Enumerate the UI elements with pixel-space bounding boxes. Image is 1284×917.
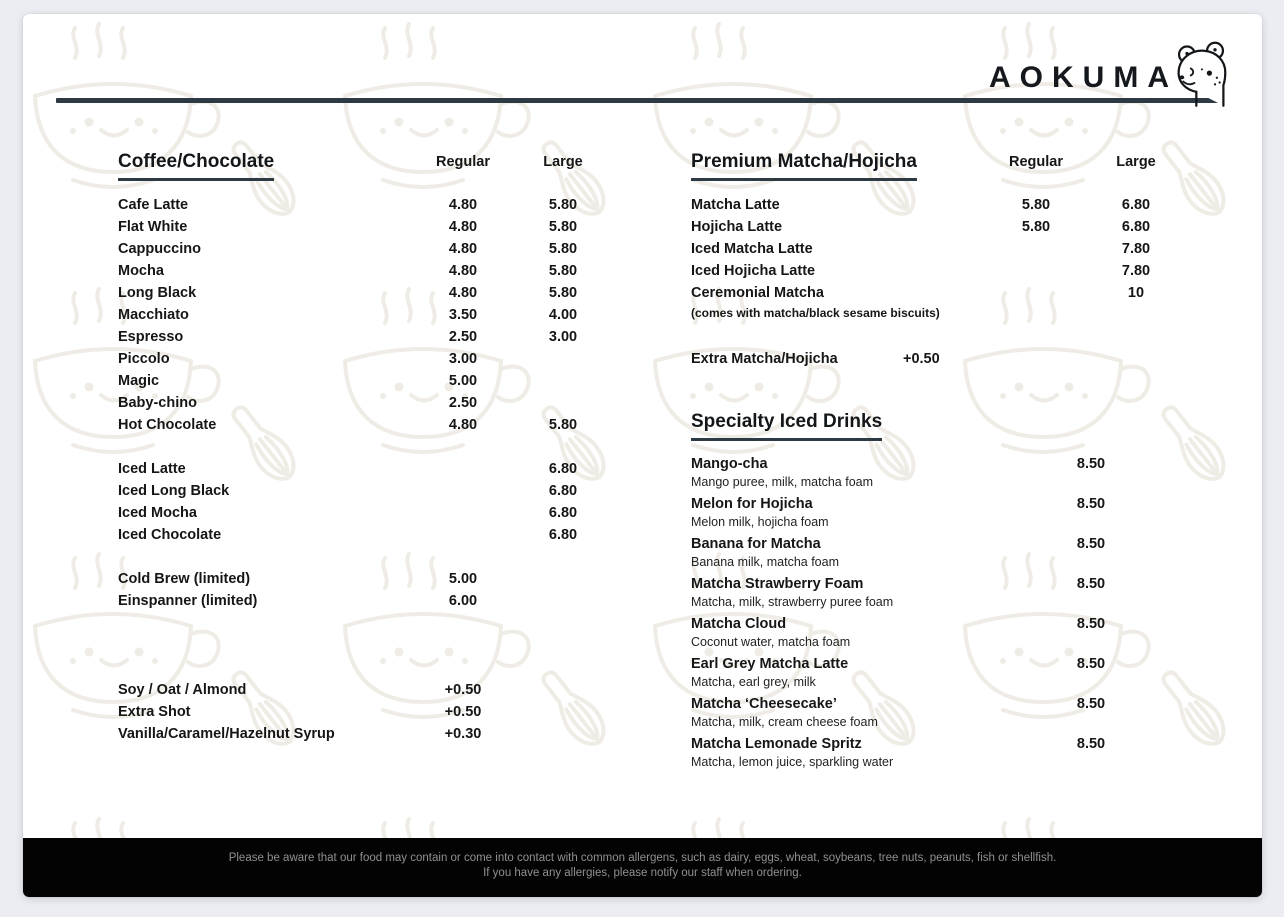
allergen-line-2: If you have any allergies, please notify our staff when ordering. — [483, 867, 802, 879]
specialty-item — [691, 654, 1181, 693]
menu-row — [118, 568, 608, 590]
menu-row — [118, 348, 608, 370]
item-name: Iced Long Black — [118, 483, 230, 499]
item-description: Melon milk, hojicha foam — [691, 515, 829, 529]
price-regular: 3.50 — [448, 307, 478, 323]
matcha-section-header — [691, 152, 1181, 181]
specialty-item — [691, 734, 1181, 773]
menu-row — [118, 723, 608, 745]
specialty-item — [691, 614, 1181, 653]
price-large: 6.80 — [1121, 197, 1151, 213]
price-regular: 4.80 — [448, 285, 478, 301]
price-regular: 4.80 — [448, 417, 478, 433]
menu-page — [23, 14, 1262, 897]
coffee-section-title: Coffee/Chocolate — [118, 152, 408, 181]
item-description: Matcha, earl grey, milk — [691, 675, 816, 689]
price-large: 3.00 — [548, 329, 578, 345]
price: 8.50 — [1076, 456, 1106, 472]
menu-row — [118, 458, 608, 480]
allergen-footer — [23, 838, 1262, 897]
price-regular: 6.00 — [448, 593, 478, 609]
bear-icon — [1173, 40, 1229, 110]
item-description: Matcha, milk, cream cheese foam — [691, 715, 878, 729]
price: 8.50 — [1076, 656, 1106, 672]
specialty-item — [691, 694, 1181, 733]
coffee-section-header — [118, 152, 608, 181]
item-name: Matcha Latte — [691, 197, 780, 213]
price-regular: 3.00 — [448, 351, 478, 367]
menu-row — [691, 238, 1181, 260]
item-description: Coconut water, matcha foam — [691, 635, 851, 649]
item-description: Mango puree, milk, matcha foam — [691, 475, 874, 489]
menu-row — [118, 392, 608, 414]
ceremonial-matcha-note: (comes with matcha/black sesame biscuits) — [691, 306, 940, 320]
price-large: 5.80 — [548, 219, 578, 235]
allergen-line-1: Please be aware that our food may contain or come into contact with common allergens, such as dairy, eggs, wheat, soybeans, tree nuts, peanuts, fish or shellfish. — [228, 852, 1057, 864]
price-large: 5.80 — [548, 417, 578, 433]
menu-row — [118, 260, 608, 282]
item-name: Extra Matcha/Hojicha — [691, 351, 838, 367]
price-regular: 5.00 — [448, 373, 478, 389]
item-description: Banana milk, matcha foam — [691, 555, 839, 569]
price-addon: +0.50 — [903, 351, 940, 367]
item-description: Matcha, milk, strawberry puree foam — [691, 595, 894, 609]
menu-row — [691, 260, 1181, 282]
price: 8.50 — [1076, 616, 1106, 632]
specialty-item — [691, 494, 1181, 533]
column-header-regular: Regular — [436, 154, 490, 170]
item-name: Soy / Oat / Almond — [118, 682, 247, 698]
price-large: 7.80 — [1121, 241, 1151, 257]
specialty-section-title: Specialty Iced Drinks — [691, 412, 1181, 441]
item-name: Iced Chocolate — [118, 527, 222, 543]
price-large: 6.80 — [548, 505, 578, 521]
section-coffee-chocolate — [118, 152, 608, 745]
item-name: Banana for Matcha — [691, 536, 821, 552]
price-regular: 4.80 — [448, 263, 478, 279]
price-regular: 5.80 — [1021, 219, 1051, 235]
item-name: Flat White — [118, 219, 188, 235]
item-name: Long Black — [118, 285, 197, 301]
price-regular: 4.80 — [448, 241, 478, 257]
price-regular: 5.80 — [1021, 197, 1051, 213]
item-name: Vanilla/Caramel/Hazelnut Syrup — [118, 726, 335, 742]
specialty-item — [691, 574, 1181, 613]
price-regular: 4.80 — [448, 219, 478, 235]
price-large: 6.80 — [548, 527, 578, 543]
item-name: Extra Shot — [118, 704, 191, 720]
item-name: Einspanner (limited) — [118, 593, 258, 609]
item-name: Cold Brew (limited) — [118, 571, 251, 587]
price: 8.50 — [1076, 696, 1106, 712]
price-regular: +0.50 — [444, 704, 482, 720]
header-divider — [56, 98, 1222, 103]
price-large: 4.00 — [548, 307, 578, 323]
menu-row — [118, 701, 608, 723]
menu-row — [118, 590, 608, 612]
section-premium-matcha — [691, 152, 1181, 774]
column-header-large: Large — [543, 154, 583, 170]
item-name: Iced Mocha — [118, 505, 197, 521]
price-regular: 2.50 — [448, 329, 478, 345]
item-name: Espresso — [118, 329, 184, 345]
item-name: Earl Grey Matcha Latte — [691, 656, 849, 672]
item-name: Cappuccino — [118, 241, 201, 257]
item-name: Iced Matcha Latte — [691, 241, 813, 257]
price-regular: 5.00 — [448, 571, 478, 587]
item-name: Mocha — [118, 263, 164, 279]
matcha-section-title: Premium Matcha/Hojicha — [691, 152, 981, 181]
price-regular: +0.50 — [444, 682, 482, 698]
menu-row — [691, 194, 1181, 216]
menu-row — [691, 282, 1181, 304]
price-large: 5.80 — [548, 263, 578, 279]
price-regular: 4.80 — [448, 197, 478, 213]
item-name: Iced Latte — [118, 461, 186, 477]
price: 8.50 — [1076, 536, 1106, 552]
specialty-section-header — [691, 412, 1181, 441]
item-name: Melon for Hojicha — [691, 496, 813, 512]
item-name: Hojicha Latte — [691, 219, 783, 235]
price-large: 6.80 — [548, 483, 578, 499]
item-name: Hot Chocolate — [118, 417, 217, 433]
item-name: Matcha Cloud — [691, 616, 787, 632]
column-header-regular: Regular — [1009, 154, 1063, 170]
item-name: Iced Hojicha Latte — [691, 263, 816, 279]
menu-row — [118, 216, 608, 238]
price-large: 5.80 — [548, 285, 578, 301]
item-name: Macchiato — [118, 307, 189, 323]
item-description: Matcha, lemon juice, sparkling water — [691, 755, 894, 769]
price-large: 6.80 — [548, 461, 578, 477]
price-large: 5.80 — [548, 241, 578, 257]
specialty-item — [691, 534, 1181, 573]
item-name: Matcha Strawberry Foam — [691, 576, 864, 592]
item-name: Matcha ‘Cheesecake’ — [691, 696, 837, 712]
item-name: Cafe Latte — [118, 197, 189, 213]
item-name: Baby-chino — [118, 395, 197, 411]
menu-row — [118, 679, 608, 701]
menu-row — [118, 502, 608, 524]
menu-row — [118, 194, 608, 216]
price-regular: 2.50 — [448, 395, 478, 411]
extra-matcha-row — [691, 348, 1181, 370]
item-name: Ceremonial Matcha — [691, 285, 824, 301]
column-header-large: Large — [1116, 154, 1156, 170]
price-large: 10 — [1127, 285, 1145, 301]
price-regular: +0.30 — [444, 726, 482, 742]
price-large: 6.80 — [1121, 219, 1151, 235]
price-large: 7.80 — [1121, 263, 1151, 279]
specialty-item — [691, 454, 1181, 493]
price-large: 5.80 — [548, 197, 578, 213]
menu-row — [118, 370, 608, 392]
menu-row — [118, 480, 608, 502]
menu-row — [118, 238, 608, 260]
menu-row — [118, 304, 608, 326]
item-name: Mango-cha — [691, 456, 768, 472]
price: 8.50 — [1076, 496, 1106, 512]
item-name: Matcha Lemonade Spritz — [691, 736, 862, 752]
menu-row — [118, 414, 608, 436]
brand-name: AOKUMA — [989, 61, 1178, 94]
menu-row — [691, 216, 1181, 238]
menu-row — [118, 282, 608, 304]
item-name: Magic — [118, 373, 160, 389]
price: 8.50 — [1076, 576, 1106, 592]
menu-row — [118, 326, 608, 348]
menu-row — [118, 524, 608, 546]
price: 8.50 — [1076, 736, 1106, 752]
item-name: Piccolo — [118, 351, 170, 367]
